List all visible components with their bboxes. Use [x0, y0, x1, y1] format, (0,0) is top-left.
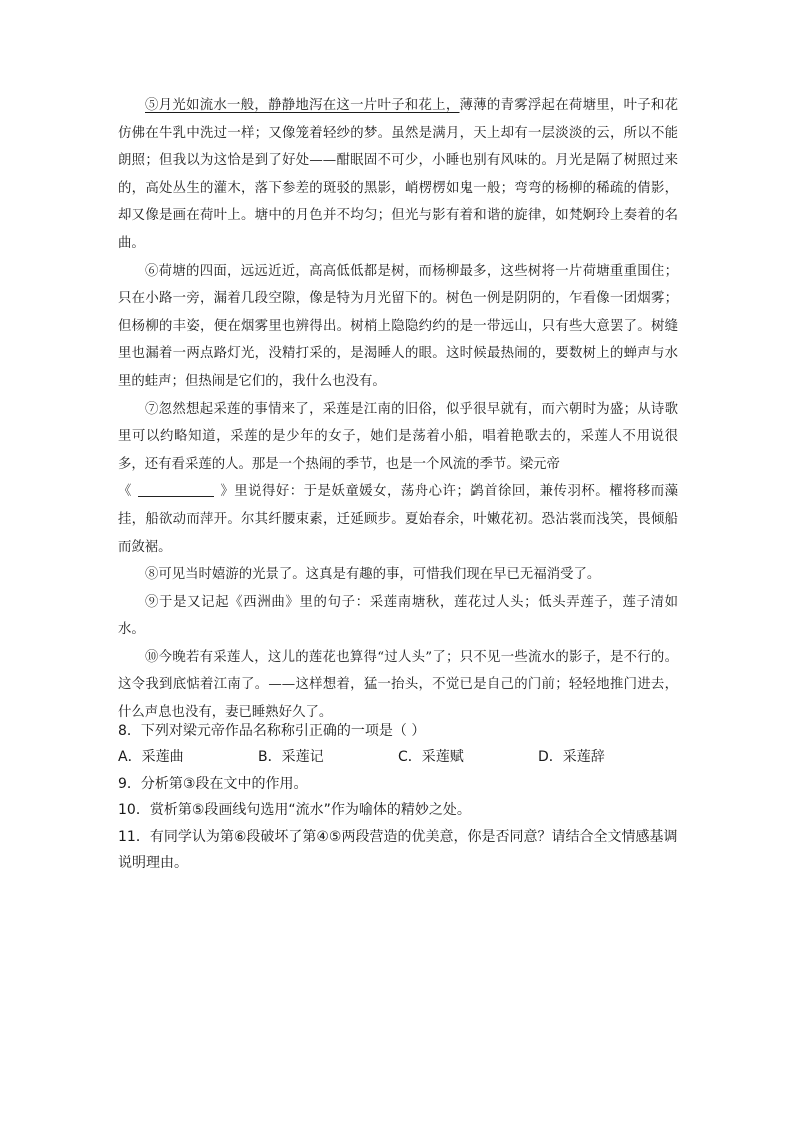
- paragraph-6: ⑥荷塘的四面，远远近近，高高低低都是树，而杨柳最多，这些树将一片荷塘重重围住；只在小路一旁，漏着几段空隙，像是特为月光留下的。树色一例是阴阴的，乍看像一团烟雾；但杨柳的丰姿，便在烟雾里也辨得出。树梢上隐隐约约的是一带远山，只有些大意罢了。树缝里也漏着一两点路灯光，没精打采的，是渴睡人的眼。这时候最热闹的，要数树上的蝉声与水里的蛙声；但热闹是它们的，我什么也没有。: [118, 263, 678, 389]
- question-9: 9．分析第③段在文中的作用。: [118, 775, 308, 792]
- option-c: C．采莲赋: [398, 749, 464, 766]
- reading-passage: [118, 92, 678, 727]
- paragraph-5: [118, 92, 678, 258]
- option-a: A．采莲曲: [118, 749, 184, 766]
- paragraph-8: ⑧可见当时嬉游的光景了。这真是有趣的事，可惜我们现在早已无福消受了。: [145, 567, 601, 583]
- paragraph-7: [118, 396, 678, 479]
- title-close-bracket: 》: [219, 484, 235, 500]
- paragraph-7-cont: [118, 478, 678, 561]
- question-8: 8．下列对梁元帝作品名称称引正确的一项是（ ）: [118, 723, 426, 739]
- option-d: D．采莲辞: [538, 749, 605, 766]
- underlined-sentence: ⑤月光如流水一般，静静地泻在这一片叶子和花上，: [145, 98, 460, 113]
- paragraph-10: ⑩今晚若有采莲人，这儿的莲花也算得“过人头”了；只不见一些流水的影子，是不行的。这令我到底惦着江南了。——这样想着，猛一抬头，不觉已是自己的门前；轻轻地推门进去，什么声息也没有，妻已睡熟好久了。: [118, 649, 678, 721]
- title-open-bracket: 《: [118, 484, 132, 500]
- question-11: 11．有同学认为第⑥段破坏了第④⑤两段营造的优美意，你是否同意？请结合全文情感基调说明理由。: [118, 828, 678, 872]
- paragraph-7-text-a: ⑦忽然想起采莲的事情来了，采莲是江南的旧俗，似乎很早就有，而六朝时为盛；从诗歌里可以约略知道，采莲的是少年的女子，她们是荡着小船，唱着艳歌去的，采莲人不用说很多，还有看采莲的人。那是一个热闹的季节，也是一个风流的季节。梁元帝: [118, 401, 678, 472]
- title-blank: [138, 482, 214, 497]
- option-b: B．采莲记: [258, 749, 324, 766]
- paragraph-7-text-b: 里说得好：于是妖童媛女，荡舟心许；鹢首徐回，兼传羽杯。櫂将移而藻挂，船欲动而萍开。尔其纤腰束素，迁延顾步。夏始春余，叶嫩花初。恐沾裳而浅笑，畏倾船而敛裾。: [118, 484, 679, 555]
- paragraph-5-text: 薄薄的青雾浮起在荷塘里，叶子和花仿佛在牛乳中洗过一样；又像笼着轻纱的梦。虽然是满月，天上却有一层淡淡的云，所以不能朗照；但我以为这恰是到了好处——酣眠固不可少，小睡也别有风味的。月光是隔了树照过来的，高处丛生的灌木，落下参差的斑驳的黑影，峭楞楞如鬼一般；弯弯的杨柳的稀疏的倩影，却又像是画在荷叶上。塘中的月色并不均匀；但光与影有着和谐的旋律，如梵婀玲上奏着的名曲。: [118, 98, 678, 251]
- question-list: [118, 718, 678, 876]
- paragraph-9: ⑨于是又记起《西洲曲》里的句子：采莲南塘秋，莲花过人头；低头弄莲子，莲子清如水。: [118, 594, 678, 638]
- question-10: 10．赏析第⑤段画线句选用“流水”作为喻体的精妙之处。: [118, 802, 471, 819]
- question-8-options: [118, 744, 678, 770]
